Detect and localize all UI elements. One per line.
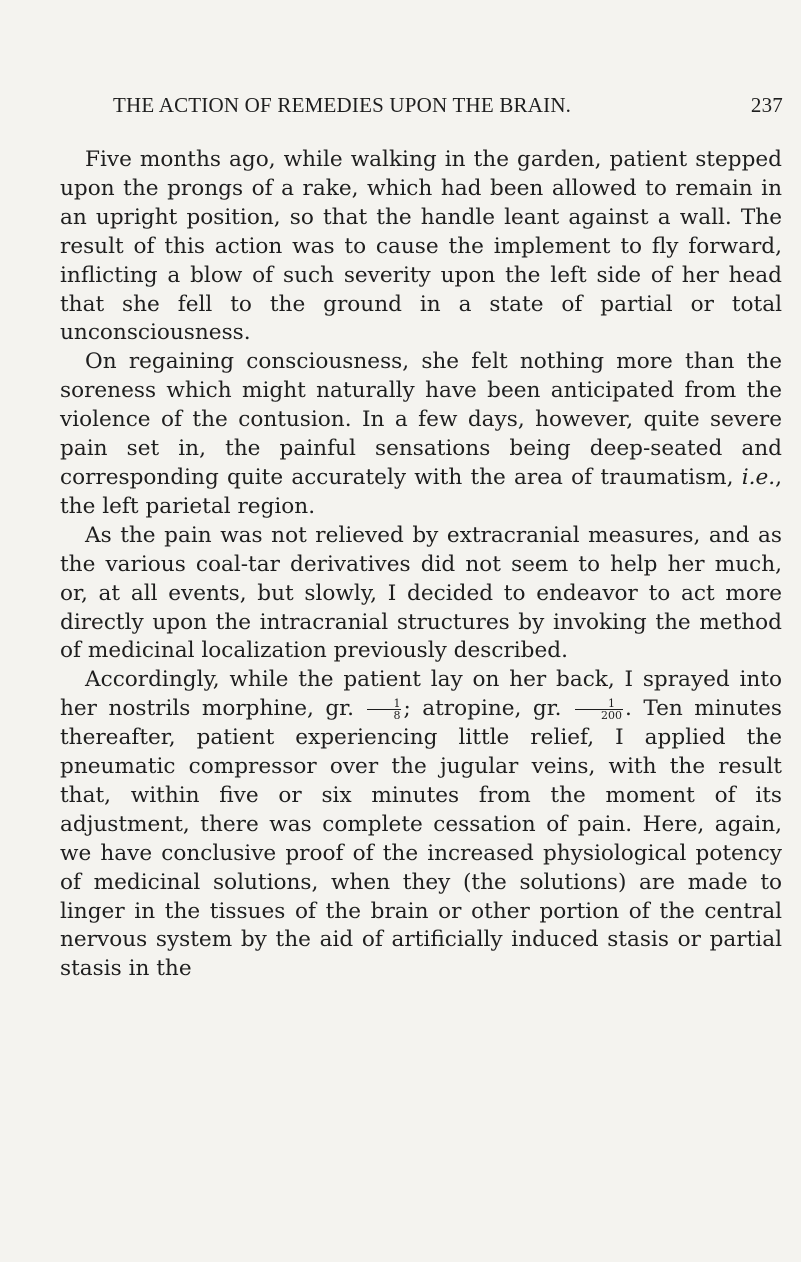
page-number: 237	[750, 93, 783, 117]
fraction-denominator: 8	[393, 708, 401, 722]
fraction-denominator: 200	[601, 708, 623, 722]
paragraph-text: ; atropine, gr.	[403, 696, 562, 722]
fraction-dose-morphine	[367, 698, 401, 721]
italic-abbreviation: i.e.	[741, 464, 776, 490]
paragraph	[60, 522, 782, 667]
paragraph-text: Accordingly, while the patient lay on her back, I sprayed into her nostrils morphine, gr.	[60, 667, 782, 722]
paragraph-text: On regaining consciousness, she felt nothing more than the soreness which might naturally have been anticipated from the violence of the contusion. In a few days, however, quite severe pain set in, the painful sensations being deep-seated and corresponding quite accurately with the area of traumatism,	[60, 349, 782, 490]
fraction-dose-atropine	[575, 698, 623, 721]
paragraph-text: As the pain was not relieved by extracranial measures, and as the various coal-tar derivatives did not seem to help her much, or, at all events, but slowly, I decided to endeavor to act more directly upon the intracranial structures by invoking the method of medicinal localization previously described.	[60, 522, 782, 664]
running-head-title: THE ACTION OF REMEDIES UPON THE BRAIN.	[113, 93, 572, 117]
paragraph-text: Five months ago, while walking in the garden, patient stepped upon the prongs of a rake, which had been allowed to remain in an upright position, so that the handle leant against a wall. The result of this action was to cause the implement to fly forward, inflicting a blow of such severity upon the left side of her head that she fell to the ground in a state of partial or total unconsciousness.	[60, 147, 782, 346]
fraction-numerator: 1	[367, 698, 401, 710]
paragraph	[60, 666, 782, 984]
paragraph	[60, 348, 782, 521]
paragraph-text: , the left parietal region.	[60, 464, 782, 519]
paragraph-text: . Ten minutes thereafter, patient experiencing little relief, I applied the pneumatic compressor over the jugular veins, with the result that, within five or six minutes from the moment of its adjustment, there was complete cessation of pain. Here, again, we have conclusive proof of the increased physiological potency of medicinal solutions, when they (the solutions) are made to linger in the tissues of the brain or other portion of the central nervous system by the aid of artificially induced stasis or partial stasis in the	[60, 696, 783, 982]
body-text	[60, 146, 782, 984]
paragraph	[60, 146, 782, 348]
fraction-numerator: 1	[575, 698, 623, 710]
